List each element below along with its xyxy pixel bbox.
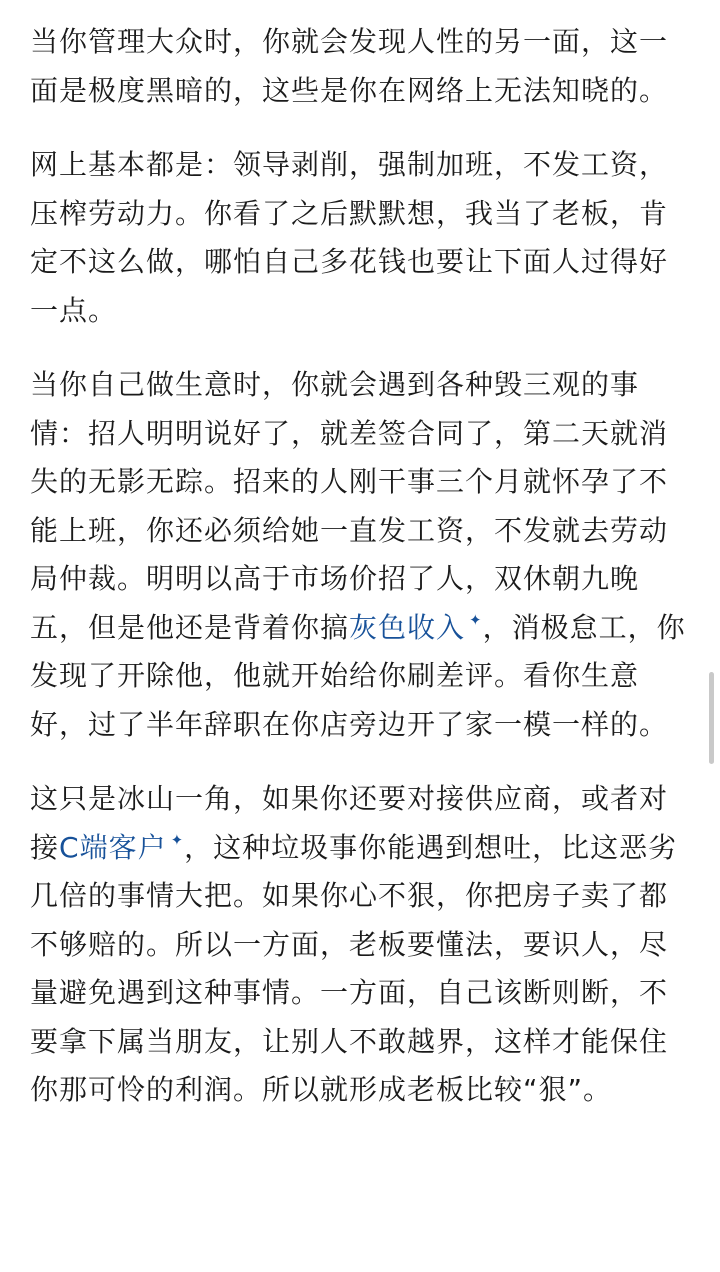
paragraph-3 [30, 361, 690, 749]
keyword-link-c-end-customer[interactable] [59, 831, 184, 864]
paragraph-1 [30, 18, 690, 115]
answer-body [30, 18, 690, 1115]
paragraph-4-text-before: 这只是冰山一角，如果你还要对接供应商，或者对接 [30, 782, 669, 864]
sparkle-icon: ✦ [170, 830, 185, 849]
keyword-link-c-end-customer-label[interactable]: C端客户 [59, 830, 167, 864]
keyword-link-gray-income[interactable] [349, 611, 483, 644]
vertical-scrollbar[interactable] [709, 672, 714, 764]
paragraph-2-text: 网上基本都是：领导剥削，强制加班，不发工资，压榨劳动力。你看了之后默默想，我当了老板，肯定不这么做，哪怕自己多花钱也要让下面人过得好一点。 [30, 148, 669, 327]
paragraph-3-text-after: ，消极怠工，你发现了开除他，他就开始给你刷差评。看你生意好，过了半年辞职在你店旁边开了家一模一样的。 [30, 610, 686, 741]
paragraph-1-text: 当你管理大众时，你就会发现人性的另一面，这一面是极度黑暗的，这些是你在网络上无法知晓的。 [30, 25, 669, 107]
sparkle-icon: ✦ [469, 610, 483, 629]
paragraph-4 [30, 775, 690, 1115]
paragraph-3-text-before: 当你自己做生意时，你就会遇到各种毁三观的事情：招人明明说好了，就差签合同了，第二天就消失的无影无踪。招来的人刚干事三个月就怀孕了不能上班，你还必须给她一直发工资，不发就去劳动局仲裁。明明以高于市场价招了人，双休朝九晚五，但是他还是背着你搞 [30, 368, 669, 644]
keyword-link-gray-income-label[interactable]: 灰色收入 [349, 610, 466, 644]
paragraph-2 [30, 141, 690, 335]
paragraph-4-text-after: ，这种垃圾事你能遇到想吐，比这恶劣几倍的事情大把。如果你心不狠，你把房子卖了都不够赔的。所以一方面，老板要懂法，要识人，尽量避免遇到这种事情。一方面，自己该断则断，不要拿下属当朋友，让别人不敢越界，这样才能保住你那可怜的利润。所以就形成老板比较“狠”。 [30, 830, 678, 1106]
